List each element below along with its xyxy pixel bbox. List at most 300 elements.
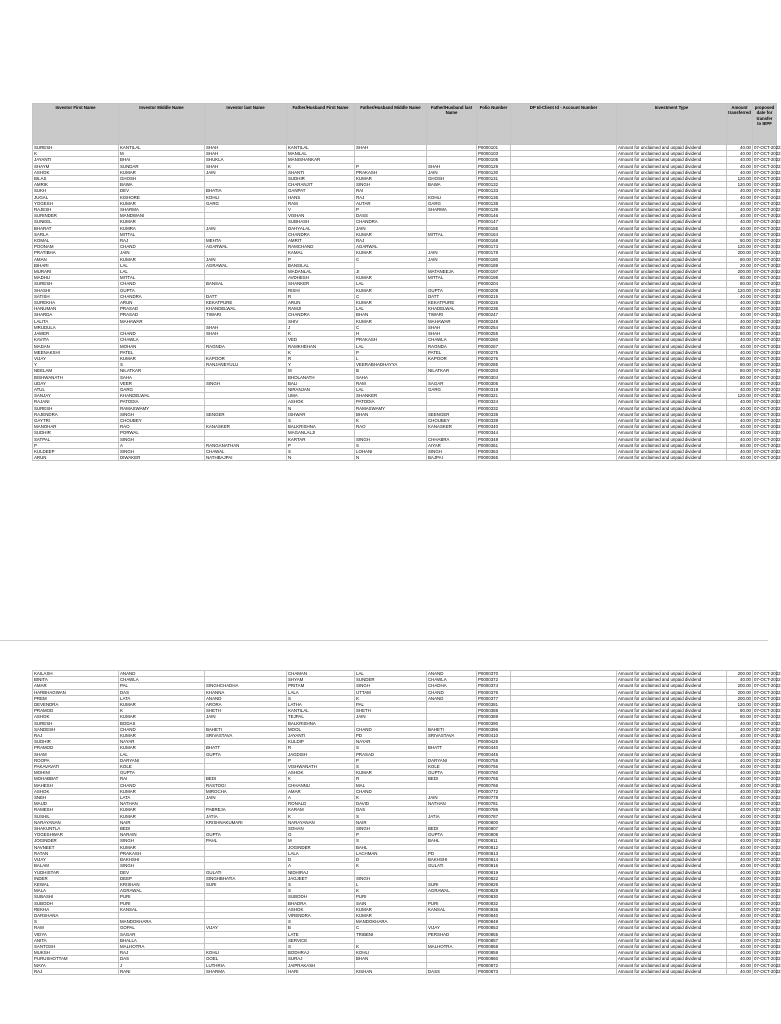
table-cell: SURI (427, 881, 477, 887)
table-cell: RISHI (287, 287, 355, 293)
table-cell: KISHORE (119, 194, 205, 200)
table-cell: S (287, 417, 355, 423)
table-cell: 40.00 (727, 293, 753, 299)
table-cell: KARAM (287, 807, 355, 813)
table-cell: CHAND (355, 726, 427, 732)
table-cell: Amount for unclaimed and unpaid dividend (617, 776, 727, 782)
table-cell: RAM (33, 925, 119, 931)
table-cell: 40.00 (727, 411, 753, 417)
table-cell: K (355, 695, 427, 701)
table-cell: Amount for unclaimed and unpaid dividend (617, 200, 727, 206)
table-cell: GUPTA (205, 832, 287, 838)
table-cell: C (355, 925, 427, 931)
table-cell: CHAWAL (205, 448, 287, 454)
table-cell: BHAN (355, 312, 427, 318)
table-cell: Amount for unclaimed and unpaid dividend (617, 380, 727, 386)
table-cell: LAL (119, 751, 205, 757)
table-cell: 40.00 (727, 844, 753, 850)
table-cell: P0000860 (477, 956, 511, 962)
column-header: Amount transferred (727, 104, 753, 145)
table-cell: DARSHANA (33, 912, 119, 918)
table-cell: 07-OCT-2022 (754, 677, 781, 683)
table-cell: 80.00 (727, 275, 753, 281)
table-cell: Amount for unclaimed and unpaid dividend (617, 943, 727, 949)
table-cell: Amount for unclaimed and unpaid dividend (617, 739, 727, 745)
table-cell: SUNDAR (119, 163, 205, 169)
table-cell: P0000178 (477, 250, 511, 256)
table-cell: Amount for unclaimed and unpaid dividend (617, 151, 727, 157)
table-cell: Amount for unclaimed and unpaid dividend (617, 275, 727, 281)
table-cell: P0000105 (477, 157, 511, 163)
table-cell: P0000136 (477, 194, 511, 200)
table-cell: P0000129 (477, 163, 511, 169)
table-cell: P0000132 (477, 182, 511, 188)
table-cell: ARORA (205, 702, 287, 708)
table-cell: JI (355, 269, 427, 275)
table-cell: P0000849 (477, 919, 511, 925)
table-cell: BANSILAL (287, 262, 355, 268)
table-cell: P0000853 (477, 925, 511, 931)
table-cell: P0000425 (477, 739, 511, 745)
table-cell: P0000376 (477, 689, 511, 695)
table-cell: PRAKASH (355, 337, 427, 343)
table-cell: LAL (355, 343, 427, 349)
table-cell: Amount for unclaimed and unpaid dividend (617, 795, 727, 801)
table-cell: Amount for unclaimed and unpaid dividend (617, 300, 727, 306)
table-cell: JAGJEET (287, 875, 355, 881)
table-cell: KANASKER (205, 424, 287, 430)
table-cell: K (287, 349, 355, 355)
table-cell: 07-OCT-2022 (754, 875, 781, 881)
table-cell: Amount for unclaimed and unpaid dividend (617, 726, 727, 732)
table-cell: K (355, 863, 427, 869)
table-cell: KUMAR (119, 813, 205, 819)
table-cell: PURI (355, 894, 427, 900)
table-cell: NATHAN (427, 801, 477, 807)
table-cell: P0000260 (477, 337, 511, 343)
table-cell: DARYANI (119, 757, 205, 763)
table-cell: MANILAL (287, 151, 355, 157)
table-cell: 07-OCT-2022 (754, 250, 781, 256)
table-cell: M (287, 838, 355, 844)
table-cell: SINGH (205, 380, 287, 386)
table-cell: P0000215 (477, 293, 511, 299)
table-cell: 07-OCT-2022 (754, 169, 781, 175)
table-cell: P (355, 349, 427, 355)
table-cell: LAL (355, 671, 427, 677)
table-cell: 120.00 (727, 287, 753, 293)
table-cell: SAHA (355, 374, 427, 380)
table-cell: P (287, 256, 355, 262)
table-cell: RAGNDA (205, 343, 287, 349)
table-cell: GARG (119, 386, 205, 392)
table-cell: R (287, 293, 355, 299)
table-cell: 40.00 (727, 776, 753, 782)
table-cell: MAGANLALJI (287, 430, 355, 436)
table-cell: 07-OCT-2022 (754, 238, 781, 244)
table-cell: Amount for unclaimed and unpaid dividend (617, 751, 727, 757)
table-cell: Amount for unclaimed and unpaid dividend (617, 807, 727, 813)
table-cell: Amount for unclaimed and unpaid dividend (617, 269, 727, 275)
table-cell: Amount for unclaimed and unpaid dividend (617, 708, 727, 714)
table-cell: AGRAWAL (427, 888, 477, 894)
table-cell: K (287, 163, 355, 169)
table-cell: 40.00 (727, 968, 753, 974)
table-cell: PORWAL (119, 430, 205, 436)
table-cell: P0000204 (477, 281, 511, 287)
table-cell: PD (427, 850, 477, 856)
table-cell: 40.00 (727, 169, 753, 175)
table-cell: 07-OCT-2022 (754, 393, 781, 399)
table-cell: MALHOTRA (427, 943, 477, 949)
table-cell: D (355, 857, 427, 863)
table-cell: 200.00 (727, 250, 753, 256)
table-cell: KRISHNAKUMARI (205, 819, 287, 825)
table-cell: DAS (119, 956, 205, 962)
table-cell: NARAYANAN (33, 819, 119, 825)
table-cell: INDER (33, 875, 119, 881)
table-cell: PRAMOD (33, 745, 119, 751)
table-cell: SURESH (33, 720, 119, 726)
table-cell: SAGAR (427, 380, 477, 386)
table-cell: Amount for unclaimed and unpaid dividend (617, 312, 727, 318)
table-cell: NAYAR (355, 739, 427, 745)
table-cell: Amount for unclaimed and unpaid dividend (617, 919, 727, 925)
table-cell: P (287, 757, 355, 763)
table-cell: 07-OCT-2022 (754, 424, 781, 430)
table-cell: 40.00 (727, 906, 753, 912)
table-cell: 40.00 (727, 151, 753, 157)
table-cell: K (287, 331, 355, 337)
table-cell: P0000332 (477, 405, 511, 411)
column-header: Investor last Name (205, 104, 287, 145)
table-cell: SANDESH (33, 726, 119, 732)
table-cell: PRAKASH (355, 169, 427, 175)
table-cell: 200.00 (727, 695, 753, 701)
table-cell: Amount for unclaimed and unpaid dividend (617, 702, 727, 708)
table-cell: BHAI (119, 157, 205, 163)
table-cell: SUKH (33, 188, 119, 194)
table-cell: KANSAL (427, 906, 477, 912)
table-cell: TIWARI (427, 312, 477, 318)
table-cell: P0000446 (477, 751, 511, 757)
table-cell: 40.00 (727, 770, 753, 776)
table-cell: VIJAY (427, 925, 477, 931)
table-cell: 07-OCT-2022 (754, 182, 781, 188)
table-cell: PRAMOD (33, 708, 119, 714)
table-cell: C (355, 256, 427, 262)
table-cell: SHANKER (355, 393, 427, 399)
table-cell: LAL (119, 269, 205, 275)
table-cell: NARAYANAN (287, 819, 355, 825)
table-cell: 07-OCT-2022 (754, 306, 781, 312)
table-cell: BALI (287, 380, 355, 386)
table-cell: Y (287, 362, 355, 368)
table-cell: SHAH (205, 163, 287, 169)
table-cell: ASHOK (287, 399, 355, 405)
table-cell: 07-OCT-2022 (754, 745, 781, 751)
table-cell: 40.00 (727, 819, 753, 825)
table-cell: BAWA (119, 182, 205, 188)
table-cell: SUNDER (355, 677, 427, 683)
table-cell: DEV (119, 188, 205, 194)
table-cell: Amount for unclaimed and unpaid dividend (617, 850, 727, 856)
table-cell: 07-OCT-2022 (754, 430, 781, 436)
table-cell: P0000236 (477, 306, 511, 312)
table-cell: DAS (119, 689, 205, 695)
table-cell: A (287, 795, 355, 801)
table-cell: RAM (355, 380, 427, 386)
table-cell: P0000361 (477, 442, 511, 448)
table-cell: 07-OCT-2022 (754, 782, 781, 788)
table-cell: Amount for unclaimed and unpaid dividend (617, 225, 727, 231)
table-cell: MITTAL (119, 231, 205, 237)
table-cell: Amount for unclaimed and unpaid dividend (617, 720, 727, 726)
table-cell: BEDI (205, 776, 287, 782)
table-cell: SHAH (427, 331, 477, 337)
table-cell: VIDYA (33, 931, 119, 937)
table-cell: 40.00 (727, 801, 753, 807)
table-cell: P0000786 (477, 807, 511, 813)
table-cell: SENGER (205, 411, 287, 417)
table-cell: SOHAN (287, 826, 355, 832)
table-cell: ASHOK (33, 714, 119, 720)
table-cell: 07-OCT-2022 (754, 739, 781, 745)
table-cell: P0000276 (477, 355, 511, 361)
table-cell: P0000828 (477, 888, 511, 894)
table-cell: Amount for unclaimed and unpaid dividend (617, 157, 727, 163)
column-header: proposed date for transfer to IEPF (753, 104, 777, 145)
table-cell: AIYAR (427, 442, 477, 448)
table-cell: MALA (33, 888, 119, 894)
table-cell: BALKRISHNA (287, 720, 355, 726)
table-cell: Amount for unclaimed and unpaid dividend (617, 857, 727, 863)
table-cell: 40.00 (727, 956, 753, 962)
table-cell: AMAN (33, 256, 119, 262)
table-cell: SURESH (33, 281, 119, 287)
table-cell: KANTILAL (287, 145, 355, 151)
table-cell: 40.00 (727, 145, 753, 151)
table-cell: MEENAKSHI (33, 349, 119, 355)
table-cell: KRISHAN (119, 881, 205, 887)
table-cell: AMRIT (287, 238, 355, 244)
table-cell: BAHETI (205, 726, 287, 732)
table-cell: 40.00 (727, 677, 753, 683)
table-cell: CHOUBEY (427, 417, 477, 423)
table-cell: S (287, 448, 355, 454)
table-cell: KEKATPURE (427, 300, 477, 306)
table-cell: 40.00 (727, 832, 753, 838)
table-cell: S (355, 838, 427, 844)
table-cell: PATEL (427, 349, 477, 355)
column-header: Investor First Name (33, 104, 119, 145)
table-cell: 07-OCT-2022 (754, 708, 781, 714)
table-cell: DAS (355, 807, 427, 813)
table-cell: MALHOTRA (119, 943, 205, 949)
table-cell: Amount for unclaimed and unpaid dividend (617, 745, 727, 751)
table-cell: 07-OCT-2022 (754, 931, 781, 937)
table-cell: Amount for unclaimed and unpaid dividend (617, 906, 727, 912)
table-cell: 07-OCT-2022 (754, 194, 781, 200)
table-cell: HARI (287, 968, 355, 974)
table-cell: CHAWLA (119, 337, 205, 343)
table-cell: M (287, 368, 355, 374)
table-cell: BHATIA (205, 188, 287, 194)
table-cell: 07-OCT-2022 (754, 801, 781, 807)
table-cell: Amount for unclaimed and unpaid dividend (617, 832, 727, 838)
table-cell: KISHAN (355, 968, 427, 974)
table-cell: SHYAM (287, 677, 355, 683)
table-cell: O (287, 832, 355, 838)
table-cell: RANGANATHAN (205, 442, 287, 448)
table-cell (511, 968, 617, 974)
table-cell: UTTAM (355, 689, 427, 695)
table-cell: P0000396 (477, 726, 511, 732)
table-cell: 07-OCT-2022 (754, 157, 781, 163)
table-cell: DATT (427, 293, 477, 299)
table-cell: PD (355, 733, 427, 739)
table-cell: KAVITA (33, 337, 119, 343)
table-cell: GULATI (427, 863, 477, 869)
table-cell: MOOL (287, 726, 355, 732)
table-cell: P0000812 (477, 844, 511, 850)
table-cell: 40.00 (727, 838, 753, 844)
table-cell: SHANKER (287, 281, 355, 287)
table-cell: P0000781 (477, 801, 511, 807)
table-cell: Amount for unclaimed and unpaid dividend (617, 182, 727, 188)
table-cell: 40.00 (727, 200, 753, 206)
table-cell: Amount for unclaimed and unpaid dividend (617, 683, 727, 689)
table-cell: DASS (355, 213, 427, 219)
table-cell: P0000808 (477, 832, 511, 838)
table-cell: SEENGER (427, 411, 477, 417)
table-cell: 40.00 (727, 386, 753, 392)
table-cell: P0000305 (477, 380, 511, 386)
table-cell: P0000755 (477, 757, 511, 763)
table-cell: SANJAY (33, 393, 119, 399)
table-cell: KAPOOR (427, 355, 477, 361)
table-cell: LOHANI (355, 448, 427, 454)
table-cell: GUPTA (119, 770, 205, 776)
table-cell: LATE (287, 931, 355, 937)
table-cell: KHANDELWAL (119, 393, 205, 399)
table-cell: SHIV (287, 318, 355, 324)
table-cell: MADHU (33, 275, 119, 281)
table-cell: 200.00 (727, 683, 753, 689)
table-cell: VIJAY (33, 857, 119, 863)
table-cell: UMA (287, 393, 355, 399)
table-cell: SINGH (427, 448, 477, 454)
table-cell: VEER (119, 380, 205, 386)
table-cell: KUMAR (119, 844, 205, 850)
table-cell: ANITA (33, 937, 119, 943)
column-header: DP Id-Client Id - Account Number (511, 104, 617, 145)
table-cell: Amount for unclaimed and unpaid dividend (617, 757, 727, 763)
table-cell: MATANEEJA (427, 269, 477, 275)
table-cell: AGARWAL (355, 244, 427, 250)
table-cell: SHAH (205, 331, 287, 337)
table-cell: C (355, 293, 427, 299)
table-cell: Amount for unclaimed and unpaid dividend (617, 287, 727, 293)
table-cell: Amount for unclaimed and unpaid dividend (617, 250, 727, 256)
table-cell: L (355, 881, 427, 887)
table-cell: BAHETI (427, 726, 477, 732)
table-cell: NATHBAJPAI (205, 455, 287, 461)
table-cell: VIRENDRA (287, 912, 355, 918)
table-cell: NILATKAR (119, 368, 205, 374)
table-cell: JOGINDER (287, 844, 355, 850)
table-cell: TRIBENI (355, 931, 427, 937)
table-cell: 40.00 (727, 869, 753, 875)
table-cell: 07-OCT-2022 (754, 417, 781, 423)
table-cell: RAMJI (287, 306, 355, 312)
table-cell: SHARDA (33, 312, 119, 318)
table-cell: 40.00 (727, 448, 753, 454)
table-cell: Amount for unclaimed and unpaid dividend (617, 393, 727, 399)
table-cell: K (33, 151, 119, 157)
table-cell: 07-OCT-2022 (754, 163, 781, 169)
table-cell: Amount for unclaimed and unpaid dividend (617, 956, 727, 962)
table-cell: 07-OCT-2022 (754, 776, 781, 782)
table-cell: SUDHIR (287, 176, 355, 182)
table-cell: Amount for unclaimed and unpaid dividend (617, 733, 727, 739)
table-cell: P0000365 (477, 455, 511, 461)
table-cell: D (287, 857, 355, 863)
table-cell: V (287, 207, 355, 213)
table-cell: SHAH (355, 145, 427, 151)
table-cell: P0000131 (477, 176, 511, 182)
table-cell: 40.00 (727, 788, 753, 794)
table-cell: 40.00 (727, 937, 753, 943)
table-cell: RAJ (33, 733, 119, 739)
table-cell: ARUN (33, 455, 119, 461)
table-cell: SINGH (355, 436, 427, 442)
table-cell: PAL (119, 683, 205, 689)
table-cell: LATA (119, 795, 205, 801)
table-cell: BAHL (355, 844, 427, 850)
table-cell: P0000146 (477, 213, 511, 219)
table-cell: P0000155 (477, 225, 511, 231)
table-cell: 40.00 (727, 739, 753, 745)
table-cell: Amount for unclaimed and unpaid dividend (617, 448, 727, 454)
table-cell: 07-OCT-2022 (754, 888, 781, 894)
table-cell: P0000840 (477, 912, 511, 918)
table-cell: 07-OCT-2022 (754, 832, 781, 838)
table-cell: P0000807 (477, 826, 511, 832)
table-cell: 07-OCT-2022 (754, 337, 781, 343)
table-cell: JAIN (205, 714, 287, 720)
table-cell: MAYA (33, 962, 119, 968)
table-cell: Amount for unclaimed and unpaid dividend (617, 863, 727, 869)
table-cell: SAHA (119, 374, 205, 380)
table-cell: 40.00 (727, 219, 753, 225)
table-cell: CHAWLA (119, 677, 205, 683)
table-cell: K (355, 417, 427, 423)
table-cell: 07-OCT-2022 (754, 269, 781, 275)
table-cell: AGRAWAL (119, 888, 205, 894)
table-cell: Amount for unclaimed and unpaid dividend (617, 788, 727, 794)
table-cell: P0000267 (477, 343, 511, 349)
table-cell: CHAND (119, 244, 205, 250)
table-cell: 40.00 (727, 751, 753, 757)
table-cell: 07-OCT-2022 (754, 795, 781, 801)
table-cell: P0000830 (477, 894, 511, 900)
table-cell: NAVNEET (33, 844, 119, 850)
table-cell: Amount for unclaimed and unpaid dividend (617, 770, 727, 776)
table-cell: 40.00 (727, 231, 753, 237)
table-cell: SUNEEL (33, 219, 119, 225)
table-cell: JAYANTI (287, 733, 355, 739)
